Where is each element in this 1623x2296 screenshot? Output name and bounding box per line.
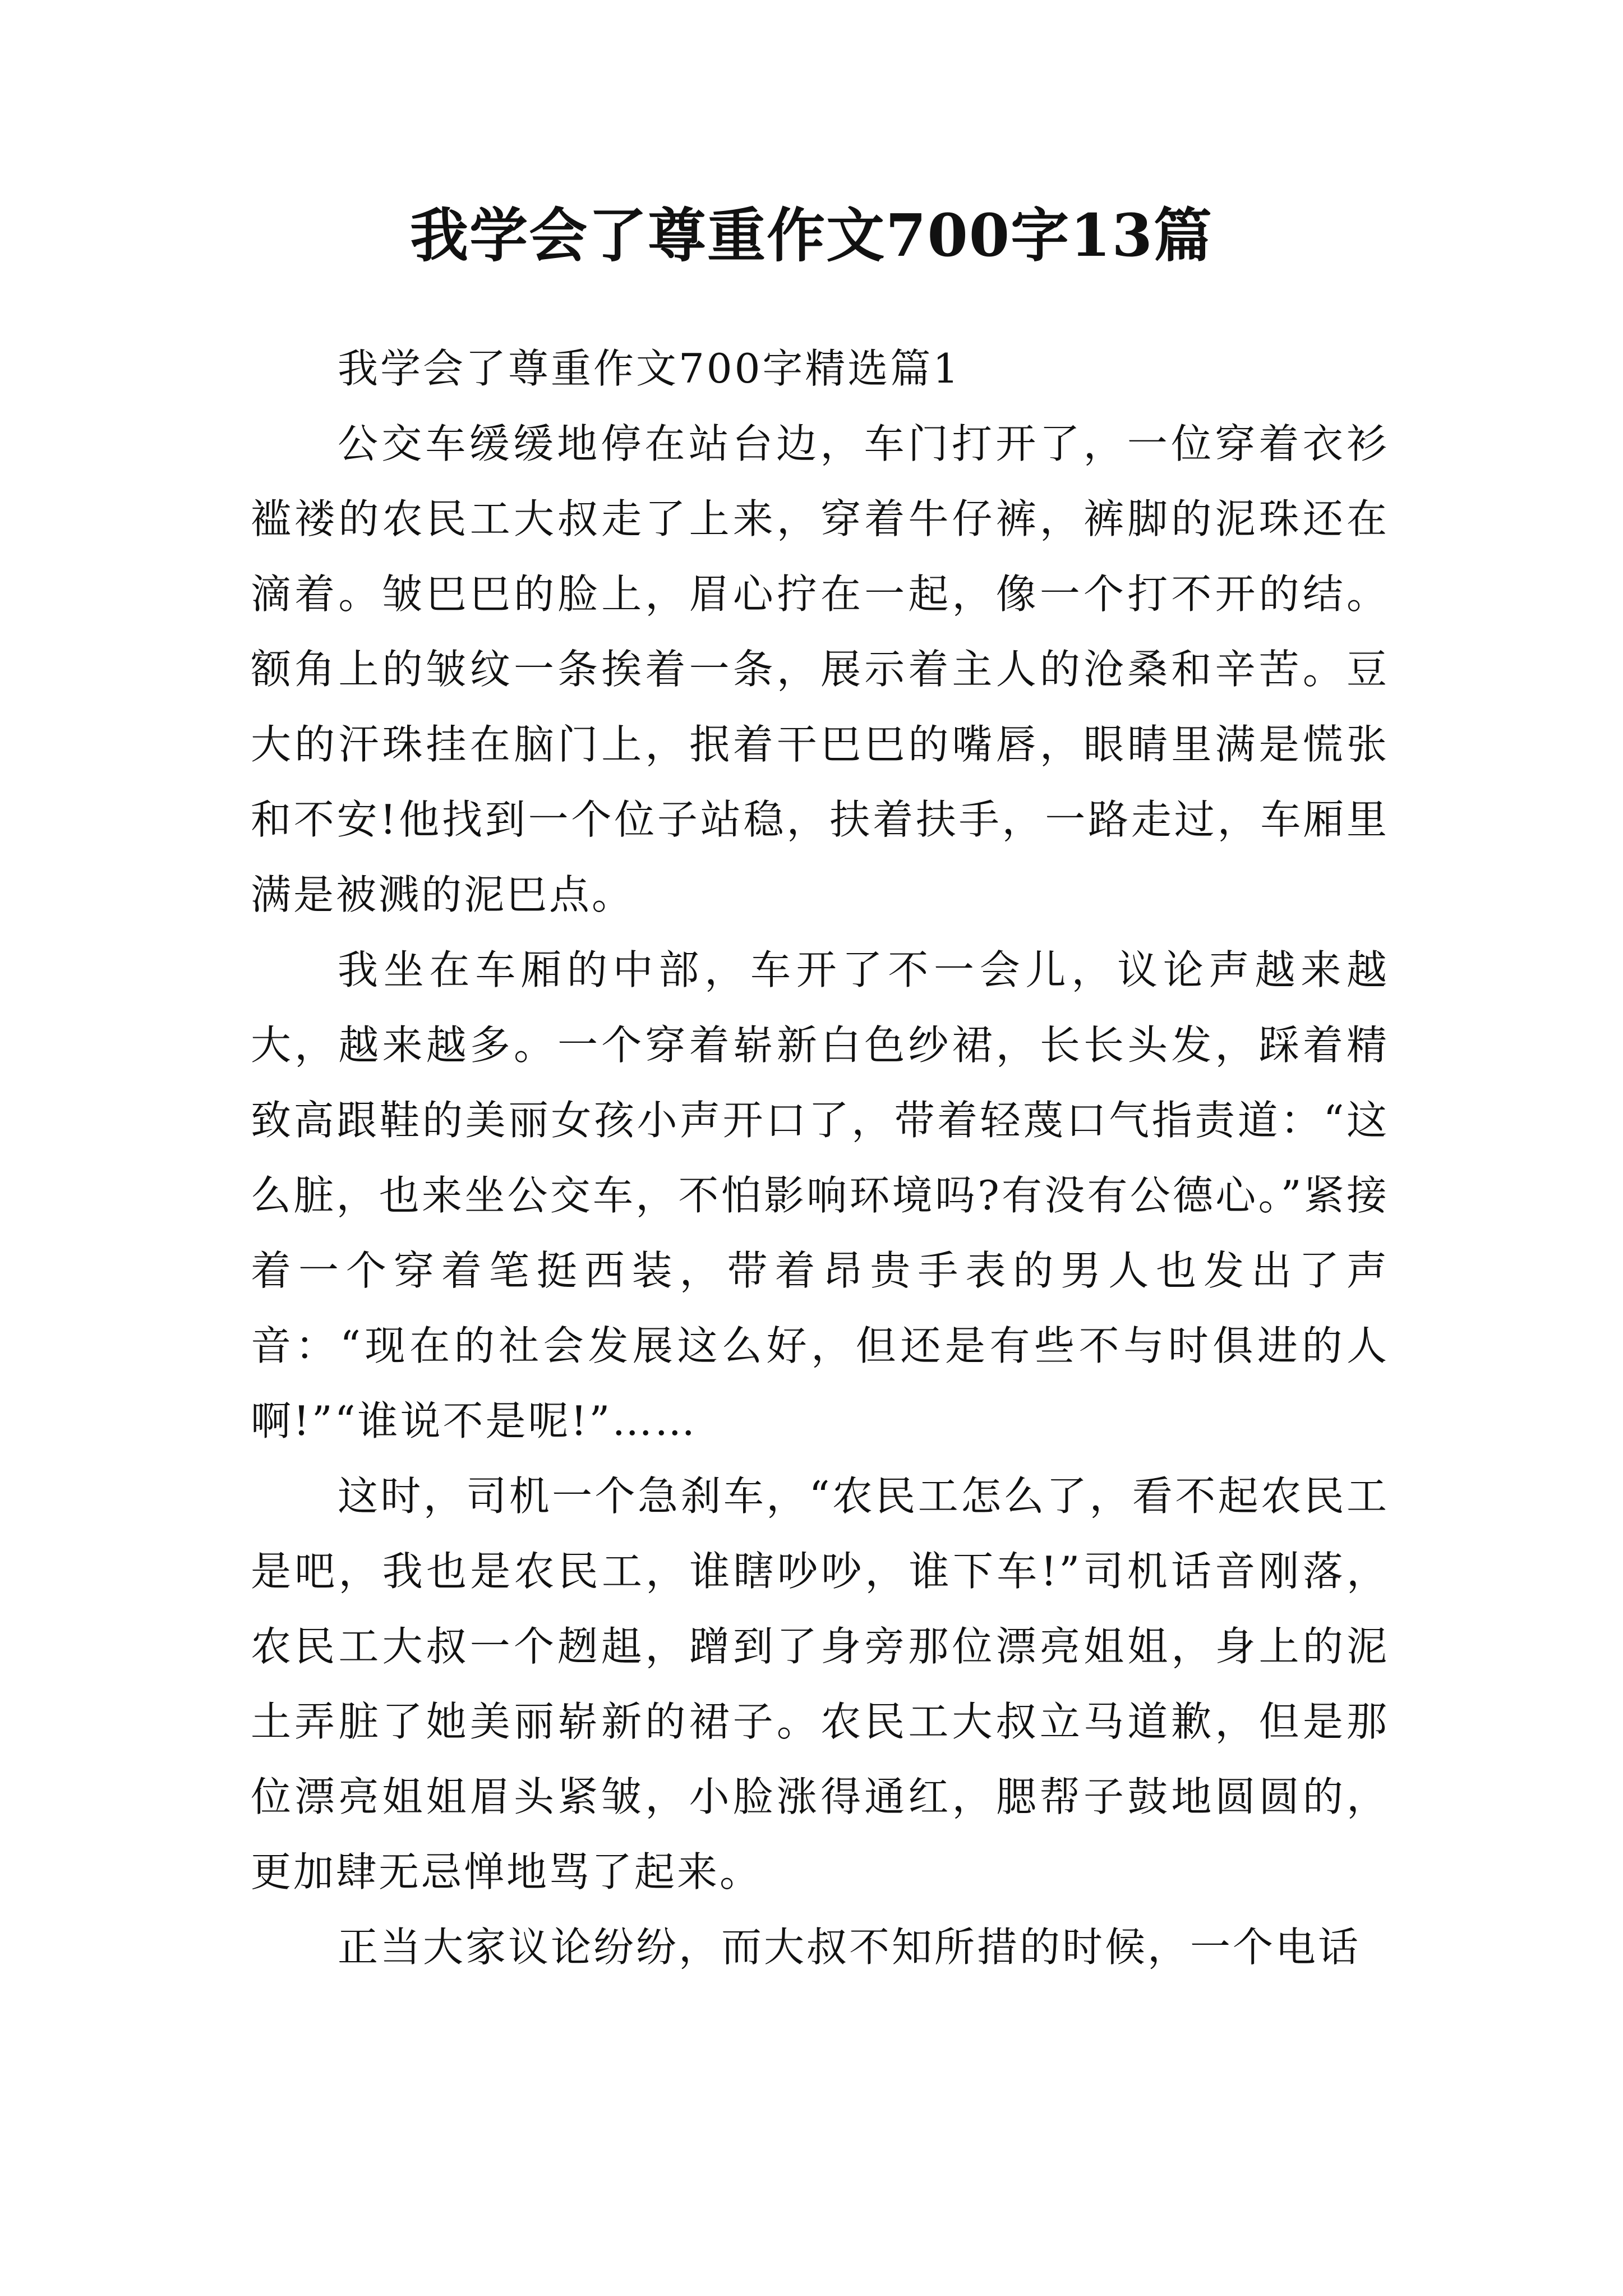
document-title: 我学会了尊重作文700字13篇	[410, 201, 1213, 270]
paragraph-1: 公交车缓缓地停在站台边，车门打开了，一位穿着衣衫褴褛的农民工大叔走了上来，穿着牛仔裤，裤脚的泥珠还在滴着。皱巴巴的脸上，眉心拧在一起，像一个打不开的结。额角上的皱纹一条挨着一条，展示着主人的沧桑和辛苦。豆大的汗珠挂在脑门上，抿着干巴巴的嘴唇，眼睛里满是慌张和不安!他找到一个位子站稳，扶着扶手，一路走过，车厢里满是被溅的泥巴点。	[251, 420, 1389, 918]
paragraph-4: 正当大家议论纷纷，而大叔不知所措的时候，一个电话	[338, 1924, 1361, 1971]
paragraph-2: 我坐在车厢的中部，车开了不一会儿，议论声越来越大，越来越多。一个穿着崭新白色纱裙，长长头发，踩着精致高跟鞋的美丽女孩小声开口了，带着轻蔑口气指责道：“这么脏，也来坐公交车，不怕影响环境吗?有没有公德心。”紧接着一个穿着笔挺西装，带着昂贵手表的男人也发出了声音：“现在的社会发展这么好，但还是有些不与时俱进的人啊!”“谁说不是呢!”……	[251, 946, 1389, 1444]
document-body	[251, 331, 1389, 1985]
paragraph-3: 这时，司机一个急刹车，“农民工怎么了，看不起农民工是吧，我也是农民工，谁瞎吵吵，谁下车!”司机话音刚落，农民工大叔一个趔趄，蹭到了身旁那位漂亮姐姐，身上的泥土弄脏了她美丽崭新的裙子。农民工大叔立马道歉，但是那位漂亮姐姐眉头紧皱，小脸涨得通红，腮帮子鼓地圆圆的，更加肆无忌惮地骂了起来。	[251, 1473, 1389, 1895]
section-heading: 我学会了尊重作文700字精选篇1	[338, 345, 961, 392]
